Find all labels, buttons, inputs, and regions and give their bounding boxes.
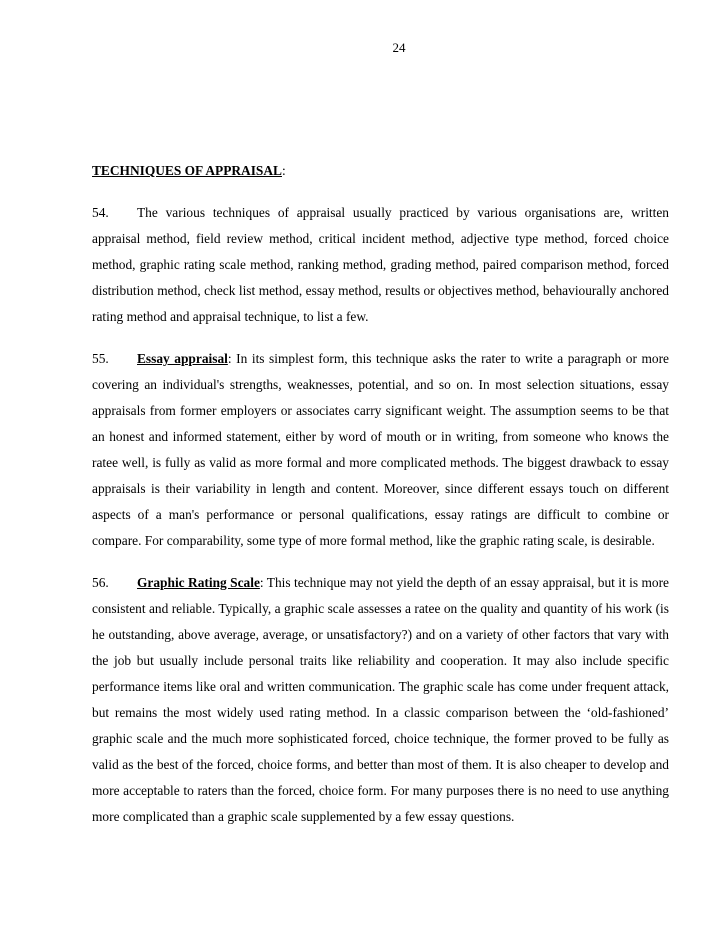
paragraph-term: Graphic Rating Scale bbox=[137, 575, 260, 590]
paragraph-text: In its simplest form, this technique asks the rater to write a paragraph or more covering an individual's strengths, weaknesses, potential, and so on. In most selection situations, essay appraisals from former employers or associates carry significant weight. The assumption seems to be that an honest and informed statement, either by word of mouth or in writing, from someone who knows the ratee well, is fully as valid as more formal and more complicated methods. The biggest drawback to essay appraisals is their variability in length and content. Moreover, since different essays touch on different aspects of a man's performance or personal qualifications, essay ratings are difficult to combine or compare. For comparability, some type of more formal method, like the graphic rating scale, is desirable. bbox=[92, 351, 670, 548]
paragraph-55 bbox=[92, 346, 669, 554]
paragraph-text: This technique may not yield the depth of an essay appraisal, but it is more consistent and reliable. Typically, a graphic scale assesses a ratee on the quality and quantity of his work (is he outstanding, above average, average, or unsatisfactory?) and on a variety of other factors that vary with the job but usually include personal traits like reliability and cooperation. It may also include specific performance items like oral and written communication. The graphic scale has come under frequent attack, but remains the most widely used rating method. In a classic comparison between the ‘old-fashioned’ graphic scale and the much more sophisticated forced, choice technique, the former proved to be fully as valid as the best of the forced, choice forms, and better than most of them. It is also cheaper to develop and more acceptable to raters than the forced, choice form. For many purposes there is no need to use anything more complicated than a graphic scale supplemented by a few essay questions. bbox=[92, 575, 669, 824]
paragraph-56 bbox=[92, 570, 669, 830]
paragraph-number: 55. bbox=[92, 351, 109, 366]
paragraph-term: Essay appraisal bbox=[137, 351, 228, 366]
section-heading bbox=[92, 162, 669, 180]
paragraph-54 bbox=[92, 200, 669, 330]
section-heading-colon: : bbox=[281, 163, 286, 178]
document-body bbox=[92, 162, 669, 846]
section-heading-text: TECHNIQUES OF APPRAISAL bbox=[92, 163, 282, 178]
paragraph-number: 56. bbox=[92, 575, 109, 590]
paragraph-term-colon: : bbox=[227, 351, 232, 366]
paragraph-number: 54. bbox=[92, 205, 109, 220]
paragraph-text: The various techniques of appraisal usually practiced by various organisations are, written appraisal method, field review method, critical incident method, adjective type method, forced choice method, graphic rating scale method, ranking method, grading method, paired comparison method, forced distribution method, check list method, essay method, results or objectives method, behaviourally anchored rating method and appraisal technique, to list a few. bbox=[92, 205, 669, 324]
paragraph-term-colon: : bbox=[259, 575, 264, 590]
page-number: 24 bbox=[392, 40, 406, 55]
